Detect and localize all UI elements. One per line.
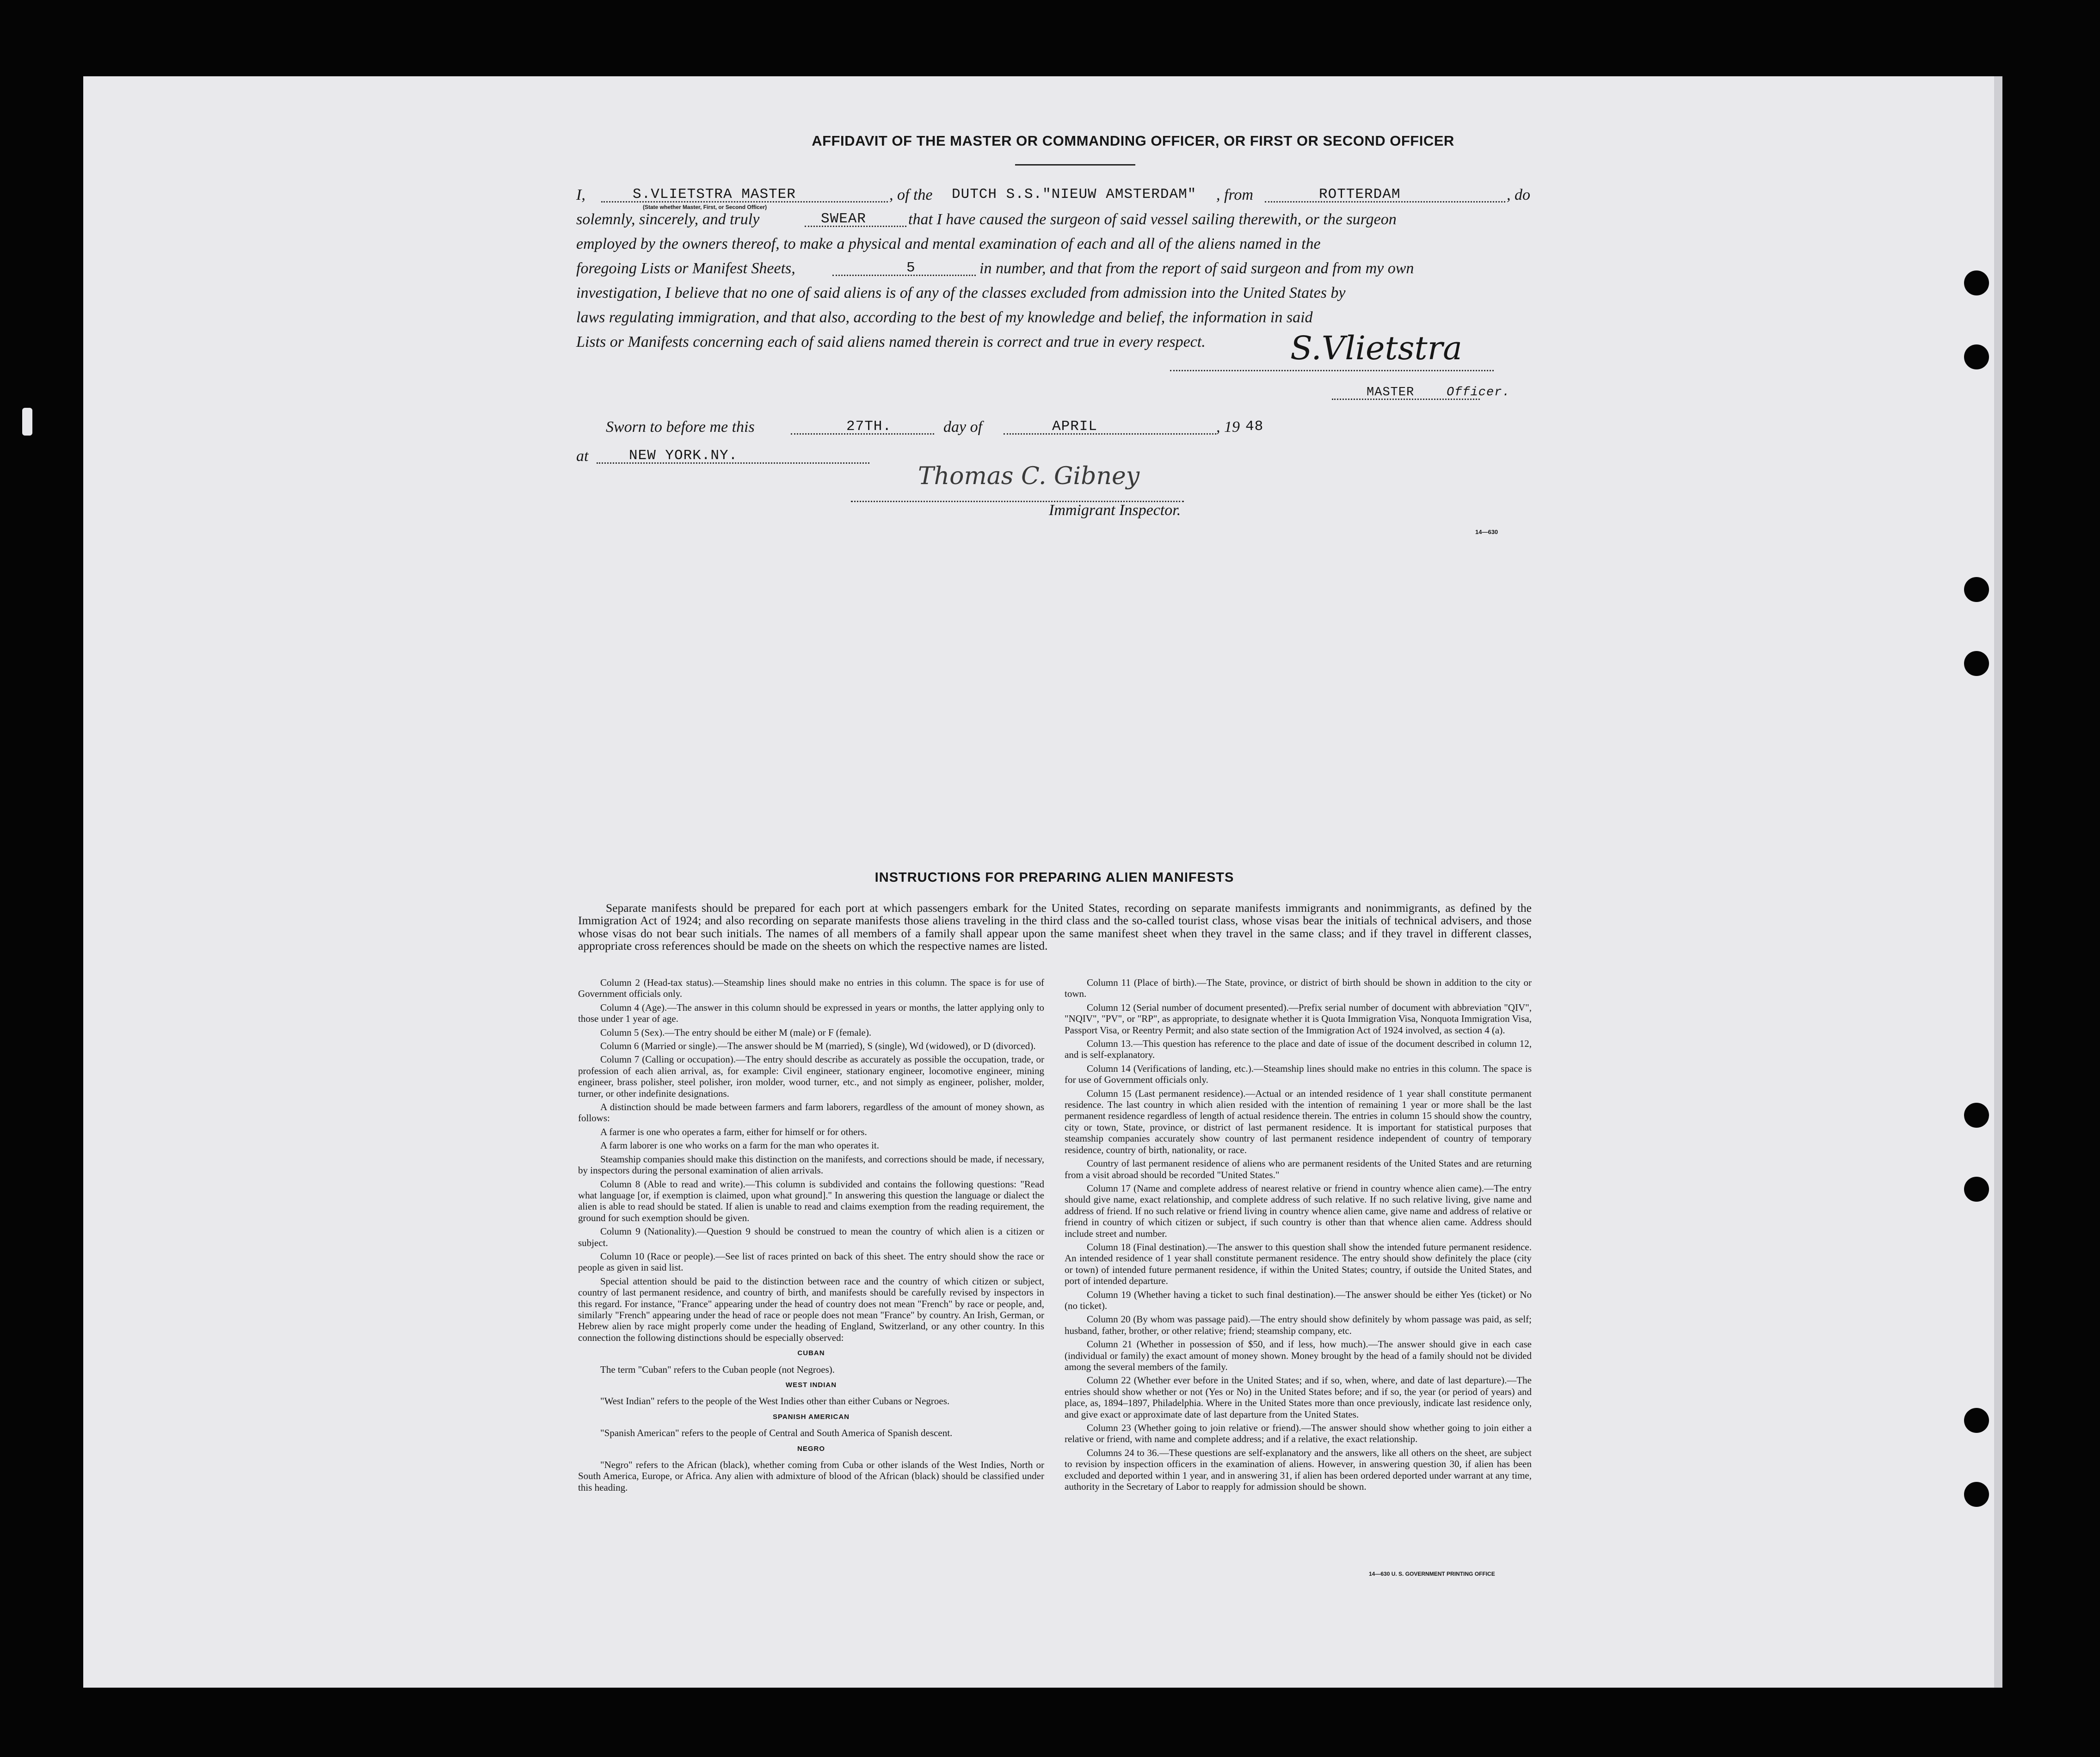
master-signature: S.Vlietstra: [1290, 329, 1462, 367]
instruction-text: —Actual or an intended residence of 1 year shall constitute permanent residence. The last country in which alien resided with the intention of remaining 1 year or more shall be the last permanent residence regardless of length of actual residence therein. The entries in column 15 should show the country, city or town, State, province, or district of last permanent residence. It is important for statistical purposes that steamship companies accurately show country of last permanent residence independent of country of temporary residence, country of birth, nationality, or race.: [1065, 1087, 1532, 1155]
port-of-embarkation: ROTTERDAM: [1319, 186, 1401, 203]
punch-hole: [1964, 1177, 1989, 1202]
instruction-text: Special attention should be paid to the distinction between race and the country of which citizen or subject, country of last permanent residence, and country of birth, and manifests should be carefully revised by inspectors in this regard. For instance, "France" appearing under the head of country does not mean "French" by race or people, and, similarly "French" appearing under the head of race or people does not mean "France" by country. An Irish, German, or Hebrew alien by race might properly come under the heading of England, Switzerland, or any other country. In this connection the following distinctions should be especially observed:: [578, 1275, 1044, 1343]
instruction-text: —The entry should give name, exact relationship, and complete address of such relative. If no such relative living, give name and address of friend. If no such relative or friend living in country whence alien came, give name and address of relative or friend in country of which citizen or subject, if such country is other than that whence alien came. Address should include street and number.: [1065, 1182, 1532, 1239]
instruction-text: —The answer should be M (married), S (single), Wd (widowed), or D (divorced).: [717, 1040, 1036, 1052]
instruction-text: —Question 9 should be construed to mean the country of which alien is a citizen or subject.: [578, 1226, 1044, 1248]
rank-note: (State whether Master, First, or Second Officer): [643, 204, 767, 210]
instruction-column-key: Column 6 (Married or single).: [600, 1040, 718, 1052]
instruction-text: A farm laborer is one who works on a farm for the man who operates it.: [600, 1140, 879, 1151]
punch-hole: [1964, 270, 1989, 295]
instruction-paragraph: [1065, 1375, 1532, 1420]
form-number: 14—630: [1475, 528, 1498, 535]
affidavit-text: employed by the owners thereof, to make a physical and mental examination of each and all of the aliens named in the: [576, 235, 1321, 252]
affidavit-text: , do: [1507, 186, 1530, 203]
instruction-subheading: SPANISH AMERICAN: [772, 1413, 850, 1421]
instruction-paragraph: [578, 1395, 1044, 1407]
oath-type: SWEAR: [821, 211, 867, 227]
instruction-paragraph: [578, 1251, 1044, 1273]
instruction-text: —The entries should show whether or not (Yes or No) in the United States before; and if so, the year (or period of years) and place, as, 1894–1897, Philadelphia. Where in the United States more than once previously, indicate last residence only, and give exact or approximate date of last departure from the United States.: [1065, 1375, 1532, 1420]
instruction-text: Steamship companies should make this distinction on the manifests, and corrections should be made, if necessary, by inspectors during the personal examination of alien arrivals.: [578, 1153, 1044, 1176]
instruction-paragraph: [578, 1427, 1044, 1438]
instruction-paragraph: [578, 1276, 1044, 1343]
affidavit-text: Lists or Manifests concerning each of said aliens named therein is correct and true in every respect.: [576, 333, 1206, 350]
instruction-paragraph: [578, 1459, 1044, 1493]
printer-line: 14—630 U. S. GOVERNMENT PRINTING OFFICE: [1369, 1571, 1495, 1577]
affidavit-text: investigation, I believe that no one of said aliens is of any of the classes excluded from admission into the United States by: [576, 284, 1346, 301]
instruction-text: —This column is subdivided and contains the following questions: "Read what language [or, if exemption is claimed, upon what ground]." In answering this question the language or dialect the alien is able to read should be stated. If alien is unable to read and claims exemption from the reading requirement, the ground for such exemption should be given.: [578, 1178, 1044, 1223]
instruction-column-key: Column 17 (Name and complete address of nearest relative or friend in country whence alien came).: [1087, 1182, 1484, 1194]
instruction-column-key: Column 8 (Able to read and write).: [600, 1178, 745, 1190]
instruction-paragraph: [1065, 1158, 1532, 1180]
instruction-paragraph: [1065, 977, 1532, 1000]
instruction-text: —This question has reference to the place and date of issue of the document described in column 12, and is self-explanatory.: [1065, 1038, 1532, 1061]
inspector-signature: Thomas C. Gibney: [918, 462, 1140, 490]
instruction-column-key: Column 7 (Calling or occupation).: [600, 1054, 736, 1065]
instruction-paragraph: [578, 1126, 1044, 1137]
instruction-text: "West Indian" refers to the people of the West Indies other than either Cubans or Negroes.: [600, 1395, 950, 1407]
affidavit-text: foregoing Lists or Manifest Sheets,: [576, 260, 795, 277]
punch-hole: [1964, 344, 1989, 369]
affidavit-text: laws regulating immigration, and that also, according to the best of my knowledge and belief, the information in said: [576, 309, 1313, 326]
instructions-right-column: [1065, 977, 1532, 1494]
instruction-paragraph: [578, 1101, 1044, 1124]
instruction-text: A distinction should be made between farmers and farm laborers, regardless of the amount of money shown, as follows:: [578, 1101, 1044, 1124]
instruction-text: —The answer should give in each case (individual or family) the exact amount of money shown. Money brought by the head of a family should not be divided among the several members of the family.: [1065, 1339, 1532, 1372]
instruction-column-key: Column 9 (Nationality).: [600, 1226, 697, 1237]
affidavit-text: , of the: [889, 186, 933, 203]
instruction-text: —The answer should be either Yes (ticket) or No (no ticket).: [1065, 1289, 1532, 1311]
punch-hole: [1964, 651, 1989, 676]
instruction-column-key: Column 19 (Whether having a ticket to such final destination).: [1087, 1289, 1336, 1300]
punch-hole: [1964, 1482, 1989, 1507]
instruction-paragraph: [578, 1364, 1044, 1375]
instruction-text: —Steamship lines should make no entries in this column. The space is for use of Government officials only.: [1065, 1063, 1532, 1086]
sworn-day: 27TH.: [846, 418, 892, 435]
month-field-line: [1004, 433, 1216, 435]
instruction-text: —The entry should be either M (male) or F (female).: [665, 1026, 872, 1038]
instruction-paragraph: [1065, 1289, 1532, 1312]
instruction-column-key: Column 15 (Last permanent residence).: [1087, 1087, 1246, 1099]
instruction-column-key: Column 18 (Final destination).: [1087, 1241, 1207, 1253]
affidavit-text: , from: [1216, 186, 1253, 203]
ship-name: DUTCH S.S."NIEUW AMSTERDAM": [952, 186, 1197, 203]
instruction-paragraph: [1065, 1339, 1532, 1372]
sworn-place: NEW YORK.NY.: [629, 448, 738, 464]
page-edge-shadow: [1994, 76, 2002, 1688]
instruction-text: Country of last permanent residence of aliens who are permanent residents of the United States and are returning from a visit abroad should be recorded "United States.": [1065, 1158, 1532, 1180]
punch-hole: [1964, 1408, 1989, 1433]
instruction-text: —The entry should show definitely by whom passage was paid, as self; husband, father, brother, or other relative; friend; steamship company, etc.: [1065, 1314, 1532, 1336]
instruction-paragraph: [1065, 1063, 1532, 1086]
sheet-count: 5: [906, 260, 916, 276]
instruction-column-key: Column 5 (Sex).: [600, 1026, 665, 1038]
instruction-column-key: Column 10 (Race or people).: [600, 1250, 716, 1262]
affidavit-title: AFFIDAVIT OF THE MASTER OR COMMANDING OFFICER, OR FIRST OR SECOND OFFICER: [812, 133, 1454, 149]
signature-line: [1170, 370, 1494, 371]
instruction-subheading: WEST INDIAN: [785, 1381, 837, 1389]
instruction-subheading: CUBAN: [797, 1349, 825, 1358]
instructions-title: INSTRUCTIONS FOR PREPARING ALIEN MANIFESTS: [874, 870, 1234, 885]
instruction-text: A farmer is one who operates a farm, either for himself or for others.: [600, 1126, 867, 1137]
instruction-paragraph: [1065, 1422, 1532, 1445]
instruction-column-key: Column 14 (Verifications of landing, etc.).: [1087, 1063, 1254, 1074]
affidavit-text: day of: [943, 418, 983, 436]
instruction-text: Columns 24 to 36.—These questions are self-explanatory and the answers, like all others on the sheet, are subject to revision by inspection officers in the examination of aliens. However, in answering question 30, if alien has been excluded and deported within 1 year, and in answering 31, if alien has been ordered deported under warrant at any time, authority in the Secretary of Labor to reapply for admission should be shown.: [1065, 1447, 1532, 1493]
instruction-column-key: Column 21 (Whether in possession of $50, and if less, how much).: [1087, 1339, 1368, 1350]
instruction-paragraph: [1065, 1002, 1532, 1036]
instruction-paragraph: [578, 1154, 1044, 1176]
instruction-paragraph: [1065, 1447, 1532, 1493]
instruction-text: The term "Cuban" refers to the Cuban people (not Negroes).: [600, 1364, 835, 1375]
instruction-paragraph: [578, 1140, 1044, 1151]
instruction-column-key: Column 11 (Place of birth).: [1087, 977, 1197, 988]
instruction-column-key: Column 4 (Age).: [600, 1001, 667, 1013]
affidavit-text: that I have caused the surgeon of said vessel sailing therewith, or the surgeon: [908, 211, 1397, 228]
instruction-paragraph: [578, 1226, 1044, 1248]
affidavit-text: in number, and that from the report of said surgeon and from my own: [979, 260, 1414, 277]
inspector-title: Immigrant Inspector.: [1049, 502, 1181, 519]
title-rule: [1015, 164, 1135, 166]
film-speck: [22, 408, 32, 436]
punch-hole: [1964, 577, 1989, 602]
instruction-paragraph: [578, 1179, 1044, 1224]
instruction-text: —The State, province, or district of birth should be shown in addition to the city or town.: [1065, 977, 1532, 1000]
affidavit-text: , 19: [1216, 418, 1240, 436]
instruction-paragraph: [578, 1027, 1044, 1038]
sworn-month: APRIL: [1052, 418, 1098, 435]
instruction-text: —Prefix serial number of document with abbreviation "QIV", "NQIV", "PV", or "RP", as appropriate, to designate whether it is Quota Immigration Visa, Nonquota Immigration Visa, Passport Visa, or Reentry Permit; and also state section of the Immigration Act of 1924 involved, as section 4 (a).: [1065, 1001, 1532, 1036]
officer-struck: Officer.: [1447, 386, 1510, 399]
instruction-subheading: NEGRO: [797, 1444, 825, 1453]
instruction-paragraph: [578, 977, 1044, 1000]
instruction-paragraph: [1065, 1183, 1532, 1239]
instruction-column-key: Column 23 (Whether going to join relative or friend).: [1087, 1422, 1301, 1434]
affidavit-text: Sworn to before me this: [606, 418, 755, 436]
instruction-text: "Negro" refers to the African (black), whether coming from Cuba or other islands of the West Indies, North or South America, Europe, or Africa. Any alien with admixture of blood of the African (black) should be classified under this heading.: [578, 1459, 1044, 1493]
instruction-paragraph: [1065, 1314, 1532, 1336]
instructions-left-column: [578, 977, 1044, 1495]
instruction-text: —The answer to this question shall show the intended future permanent residence. An intended residence of 1 year shall constitute permanent residence. The entry should show definitely the place (city or town) of intended future permanent residence, if within the United States; country, if outside the United States, and port of intended departure.: [1065, 1241, 1532, 1287]
instruction-column-key: Column 12 (Serial number of document presented).: [1087, 1001, 1289, 1013]
instruction-paragraph: [1065, 1038, 1532, 1061]
signer-title: MASTER: [1367, 386, 1415, 399]
instruction-column-key: Column 2 (Head-tax status).: [600, 977, 714, 988]
instruction-text: —The answer should show whether going to join either a relative or friend, with name and complete address; and if a relative, the exact relationship.: [1065, 1422, 1532, 1445]
instruction-paragraph: [578, 1002, 1044, 1025]
instruction-paragraph: [1065, 1088, 1532, 1155]
sworn-year: 48: [1245, 418, 1264, 435]
officer-name: S.VLIETSTRA MASTER: [633, 186, 796, 203]
punch-hole: [1964, 1103, 1989, 1128]
instruction-column-key: Column 20 (By whom was passage paid).: [1087, 1314, 1250, 1325]
instruction-column-key: Column 22 (Whether ever before in the United States; and if so, when, where, and date of last departure).: [1087, 1375, 1507, 1386]
instruction-paragraph: [1065, 1241, 1532, 1287]
instructions-intro: Separate manifests should be prepared for each port at which passengers embark for the United States, recording on separate manifests immigrants and nonimmigrants, as defined by the Immigration Act of 1924; and also recording on separate manifests those aliens traveling in the third class and the so-called tourist class, whose visas bear the initials of technical advisers, and those whose visas do not bear such initials. The names of all members of a family shall appear upon the same manifest sheet when they travel in the same class; and if they travel in different classes, appropriate cross references should be made on the sheets on which the respective names are listed.: [578, 901, 1532, 953]
affidavit-text: solemnly, sincerely, and truly: [576, 211, 760, 228]
instruction-text: —The answer in this column should be expressed in years or months, the latter applying only to those under 1 year of age.: [578, 1001, 1045, 1025]
count-field-line: [832, 275, 976, 276]
instruction-paragraph: [578, 1040, 1044, 1051]
instruction-text: "Spanish American" refers to the people of Central and South America of Spanish descent.: [600, 1427, 953, 1439]
instruction-column-key: Column 13.: [1087, 1038, 1133, 1050]
instruction-text: —See list of races printed on back of this sheet. The entry should show the race or people as given in said list.: [578, 1250, 1045, 1273]
affidavit-text: I,: [576, 186, 585, 203]
affidavit-text: at: [576, 448, 589, 465]
instruction-text: —The entry should describe as accurately as possible the occupation, trade, or profession of each alien arrival, as, for example: Civil engineer, stationary engineer, locomotive engineer, mining engineer, brass polisher, steel polisher, iron molder, wood turner, etc., and not simply as engineer, polisher, molder, turner, or other indefinite designations.: [578, 1054, 1044, 1099]
instruction-paragraph: [578, 1054, 1044, 1099]
instruction-text: —Steamship lines should make no entries in this column. The space is for use of Government officials only.: [578, 977, 1045, 1000]
